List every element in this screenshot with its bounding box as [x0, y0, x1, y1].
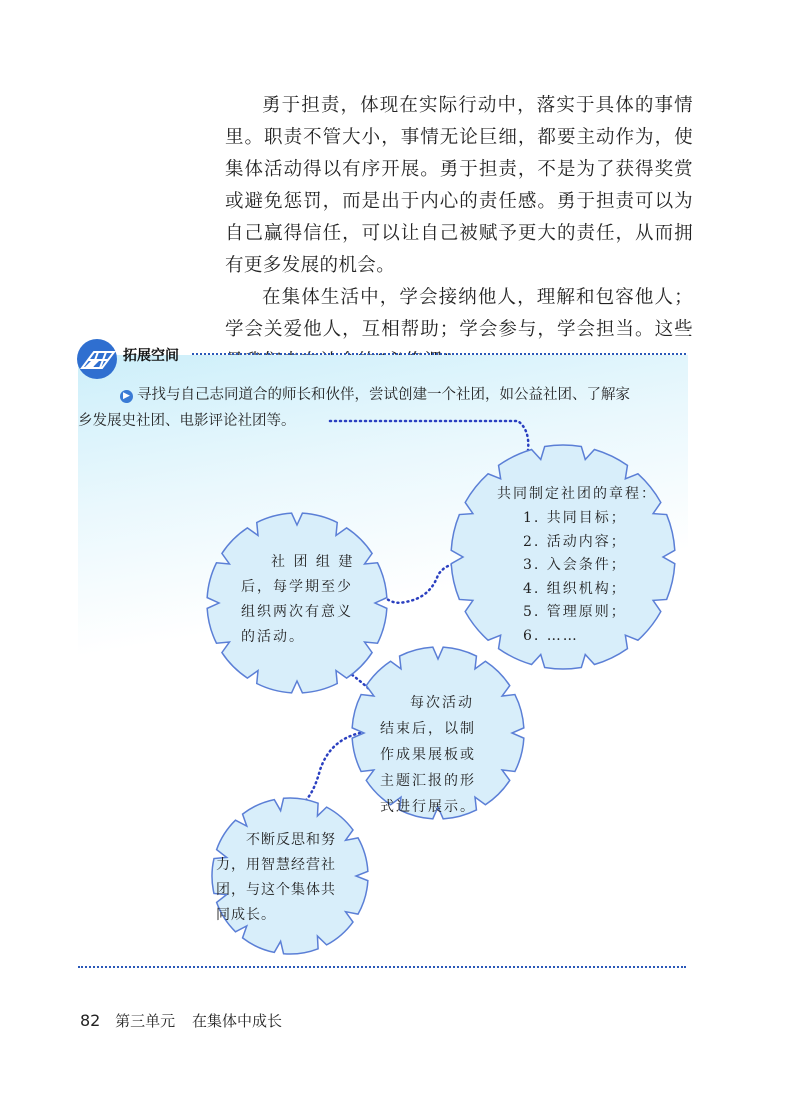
bubble-line: 组织两次有意义: [241, 604, 353, 620]
connector: [298, 733, 360, 806]
paragraph: 勇于担责，体现在实际行动中，落实于具体的事情里。职责不管大小，事情无论巨细，都要主动作为，使集体活动得以有序开展。勇于担责，不是为了获得奖赏或避免惩罚，而是出于内心的责任感。勇于担责可以为自己赢得信任，可以让自己被赋予更大的责任，从而拥有更多发展的机会。: [225, 95, 693, 276]
bubble-line: 不断反思和努: [246, 832, 336, 848]
page-number: 82: [80, 1011, 101, 1030]
bubble-line: 同成长。: [216, 907, 276, 923]
bubble-line: 力，用智慧经营社: [216, 857, 336, 873]
bubble-line: 后，每学期至少: [241, 579, 353, 595]
activities-bubble: [241, 550, 354, 650]
bubble-line: 式进行展示。: [380, 799, 476, 815]
unit-title: 在集体中成长: [191, 1012, 282, 1030]
bubble-line: 团，与这个集体共: [216, 882, 336, 898]
bubble-line: 结束后，以制: [380, 721, 476, 737]
reflect-bubble: [216, 828, 336, 928]
bubble-line: 社 团 组 建: [271, 554, 355, 570]
extension-title: 拓展空间: [123, 348, 179, 364]
list-item: 1. 共同目标；: [523, 510, 627, 526]
charter-bubble: [497, 482, 657, 648]
list-item: 4. 组织机构；: [523, 580, 627, 597]
connector: [330, 421, 542, 460]
list-item: 5. 管理原则；: [523, 604, 627, 620]
task-text: 寻找与自己志同道合的师长和伙伴，尝试创建一个社团，如公益社团、了解家: [137, 387, 630, 403]
task-text: 乡发展史社团、电影评论社团等。: [78, 413, 296, 429]
arrow-right-icon: ▶: [120, 390, 133, 403]
list-item: 3. 入会条件；: [523, 557, 627, 573]
page-footer: [80, 1010, 282, 1031]
bubble-line: 作成果展板或: [380, 747, 476, 763]
bubble-title: 共同制定社团的章程：: [497, 486, 657, 502]
paragraph: 在集体生活中，学会接纳他人，理解和包容他人；学会关爱他人，互相帮助；学会参与，学会担当。这些: [225, 287, 693, 340]
showcase-bubble: [380, 690, 476, 820]
bubble-line: 的活动。: [241, 629, 305, 645]
list-item: 6. ……: [523, 627, 579, 644]
unit-label: 第三单元: [115, 1012, 176, 1030]
divider: [78, 966, 686, 968]
bubble-line: 每次活动: [410, 695, 474, 711]
list-item: 2. 活动内容；: [523, 533, 627, 550]
bubble-line: 主题汇报的形: [380, 773, 476, 789]
